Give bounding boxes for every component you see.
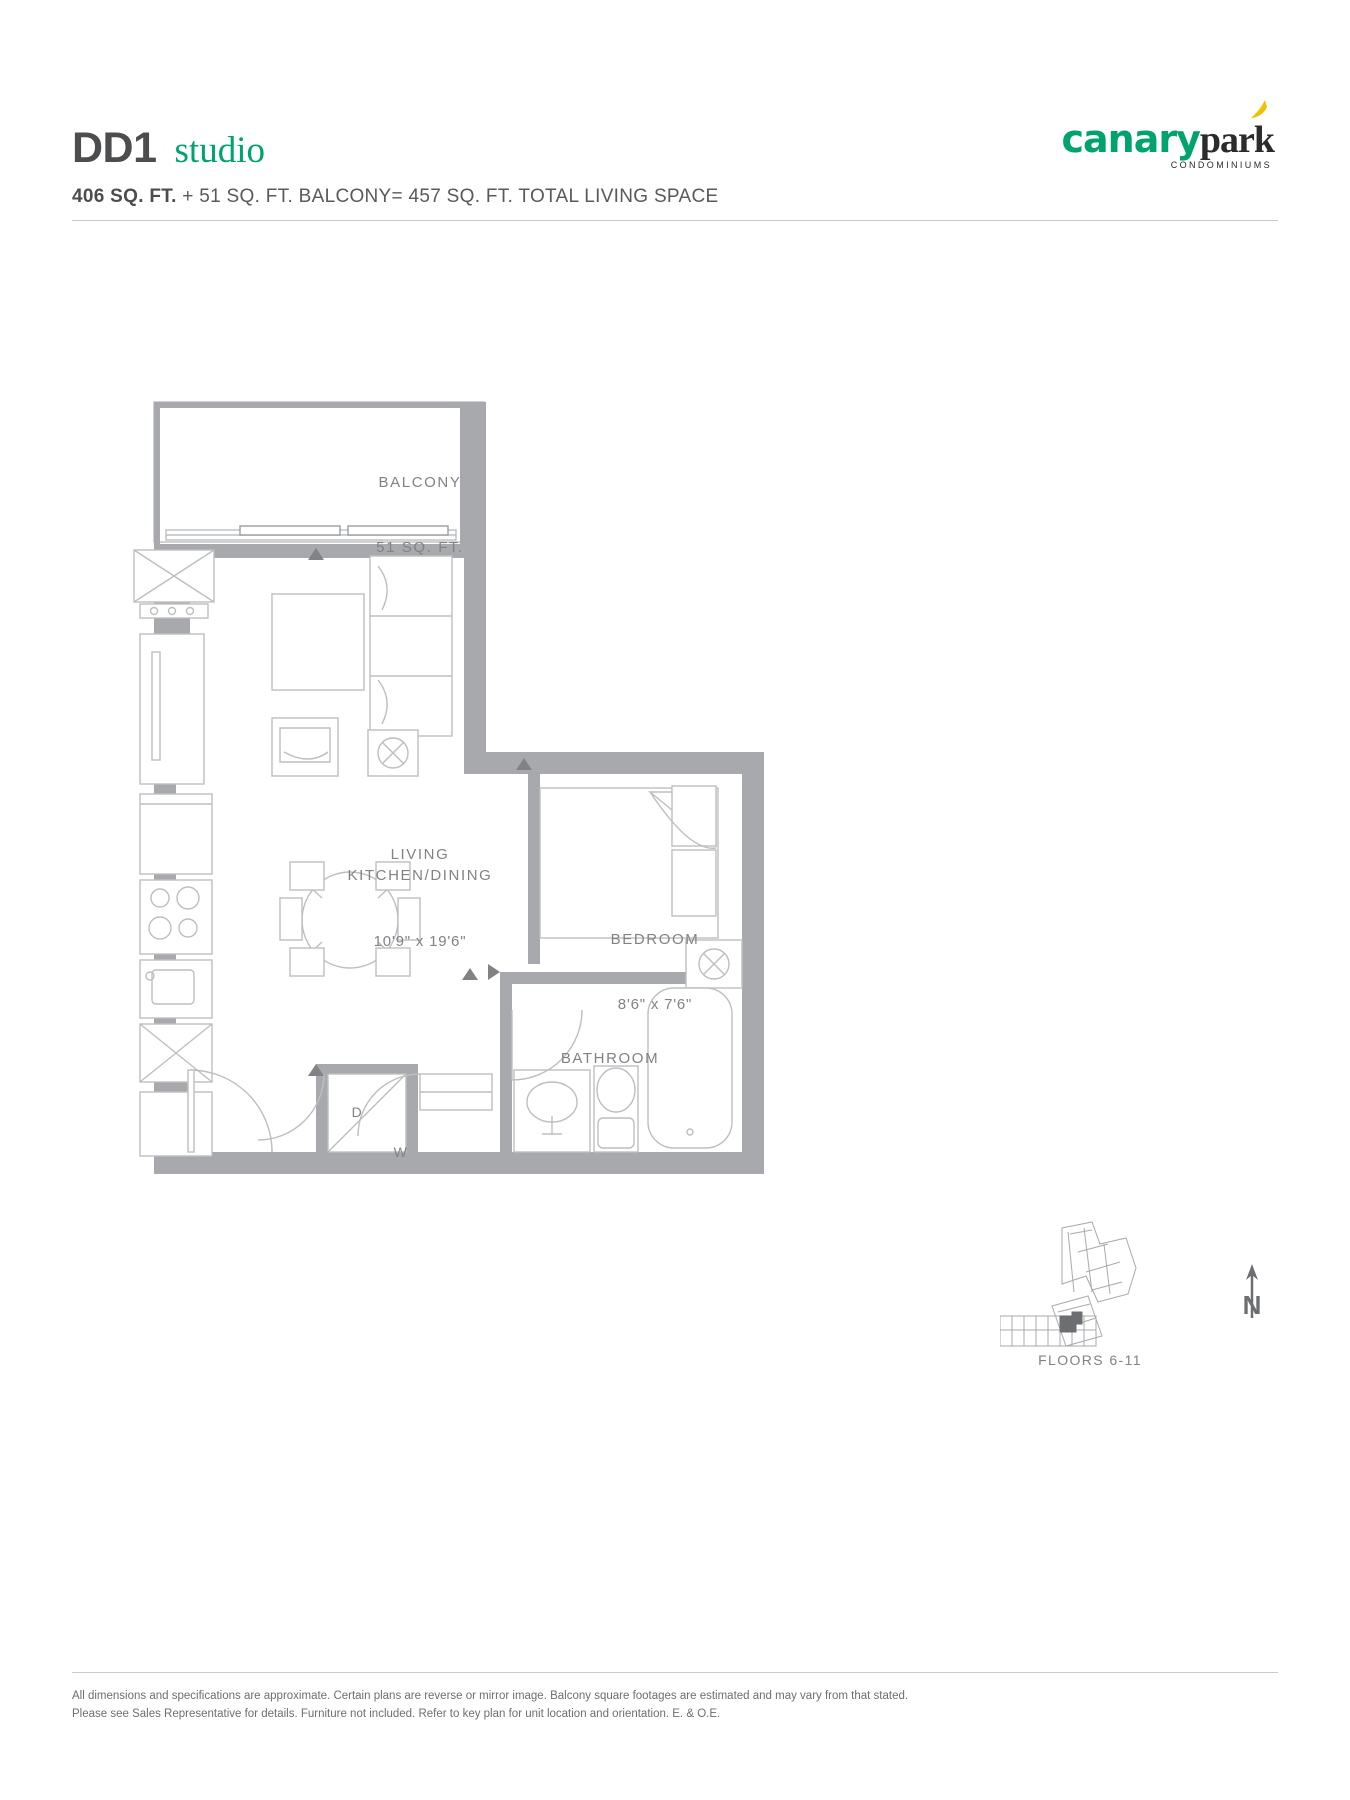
footer-divider <box>72 1672 1278 1673</box>
dryer-letter: D <box>351 1104 362 1121</box>
area-summary <box>72 186 1278 208</box>
laundry-dryer-label <box>336 1082 362 1143</box>
balcony-name: BALCONY <box>378 473 462 491</box>
area-secondary: + 51 SQ. FT. BALCONY= 457 SQ. FT. TOTAL LIVING SPACE <box>176 186 719 207</box>
logo-park: park <box>1199 119 1274 161</box>
key-plan-drawing <box>1000 1220 1200 1350</box>
bedroom-dimensions: 8'6" x 7'6" <box>617 995 693 1013</box>
room-label-balcony <box>320 428 520 602</box>
disclaimer-line-2: Please see Sales Representative for details. Furniture not included. Refer to key plan for unit location and orientation. E. & O.E. <box>72 1707 721 1720</box>
compass <box>1222 1262 1282 1332</box>
disclaimer <box>72 1688 1222 1724</box>
unit-type: studio <box>174 130 265 171</box>
logo-tagline: CONDOMINIUMS <box>1170 160 1272 170</box>
area-primary: 406 SQ. FT. <box>72 186 177 207</box>
north-arrow-icon <box>1222 1262 1282 1332</box>
floor-plan <box>120 380 1180 1360</box>
unit-code: DD1 <box>72 124 157 172</box>
key-plan-caption: FLOORS 6-11 <box>1038 1352 1142 1368</box>
floor-plan-drawing <box>120 380 1180 1360</box>
room-label-bathroom <box>510 1004 710 1113</box>
title-row <box>72 117 1278 172</box>
disclaimer-line-1: All dimensions and specifications are approximate. Certain plans are reverse or mirror image. Balcony square footages are estimated and may vary from that stated. <box>72 1690 909 1702</box>
unit-title <box>72 124 265 172</box>
balcony-area: 51 SQ. FT. <box>376 538 464 556</box>
bird-icon <box>1238 98 1272 132</box>
canary-park-logo <box>1061 117 1278 170</box>
living-name: LIVING KITCHEN/DINING <box>347 845 493 885</box>
room-label-living <box>300 800 540 996</box>
laundry-washer-label <box>378 1122 407 1183</box>
page-header <box>72 117 1278 221</box>
header-divider <box>72 220 1278 221</box>
kitchen-fixtures <box>134 550 214 1156</box>
bedroom-name: BEDROOM <box>610 930 700 948</box>
svg-text:N: N <box>1242 1290 1262 1320</box>
key-plan <box>1000 1220 1200 1340</box>
logo-canary: canary <box>1061 117 1200 161</box>
washer-letter: W <box>393 1144 407 1161</box>
living-dimensions: 10'9" x 19'6" <box>373 932 467 950</box>
bathroom-name: BATHROOM <box>560 1049 660 1067</box>
